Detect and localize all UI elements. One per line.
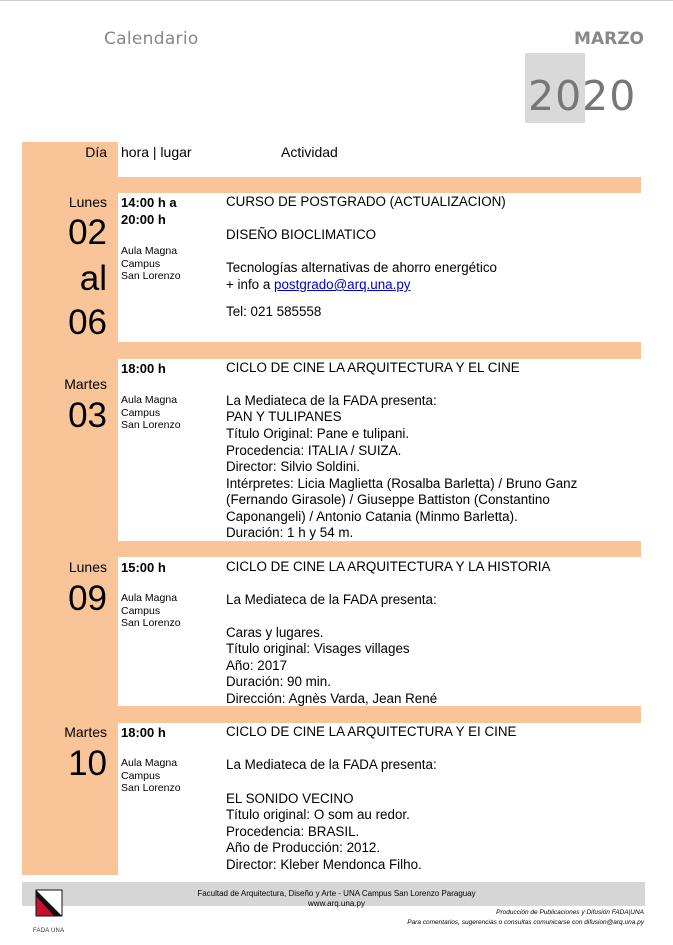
day-range-word: al bbox=[79, 259, 107, 298]
event-time: 18:00 h bbox=[121, 725, 166, 740]
event-time: 14:00 h a 20:00 h bbox=[121, 195, 177, 227]
row-separator bbox=[22, 342, 641, 359]
day-number: 09 bbox=[68, 579, 107, 618]
fada-logo-icon bbox=[34, 888, 64, 928]
month-label: MARZO bbox=[574, 29, 644, 49]
film-details: Título original: O som au redor. Procedencia: BRASIL. Año de Producción: 2012. Director: Kleber Mendonca Filho. bbox=[226, 807, 422, 872]
event-time: 18:00 h bbox=[121, 361, 166, 376]
year-label: 2020 bbox=[528, 72, 637, 120]
day-number: 06 bbox=[68, 303, 107, 342]
row-separator bbox=[22, 177, 641, 193]
event-intro: La Mediateca de la FADA presenta: bbox=[226, 393, 437, 408]
film-details: Título original: Visages villages Año: 2017 Duración: 90 min. Dirección: Agnès Varda, Jean René bbox=[226, 641, 438, 706]
film-title: Caras y lugares. bbox=[226, 625, 324, 640]
event-phone: Tel: 021 585558 bbox=[226, 304, 322, 319]
event-place: Aula Magna Campus San Lorenzo bbox=[121, 394, 181, 431]
event-description: Tecnologías alternativas de ahorro energético bbox=[226, 260, 497, 275]
info-prefix: + info a bbox=[226, 277, 275, 292]
footer-website: www.arq.una.py bbox=[308, 899, 365, 908]
day-name: Lunes bbox=[68, 194, 107, 210]
event-title: CURSO DE POSTGRADO (ACTUALIZACION) bbox=[226, 194, 506, 209]
event-title: CICLO DE CINE LA ARQUITECTURA Y EI CINE bbox=[226, 724, 517, 739]
event-place: Aula Magna Campus San Lorenzo bbox=[121, 757, 181, 794]
credit-line: Producción de Publicaciones y Difusión FADA|UNA bbox=[496, 909, 644, 916]
film-details: Título Original: Pane e tulipani. Procedencia: ITALIA / SUIZA. Director: Silvio Soldini. Intérpretes: Licia Maglietta (Rosalba Barletta) / Bruno Ganz (Fernando Girasole) / Giuseppe Battiston (Constantino Caponangeli) / Antonio Catania (Minmo Barletta). Duración: 1 h y 54 m. bbox=[226, 426, 578, 540]
calendar-label: Calendario bbox=[104, 29, 199, 49]
event-title: CICLO DE CINE LA ARQUITECTURA Y LA HISTORIA bbox=[226, 559, 551, 574]
column-header-activity: Actividad bbox=[281, 144, 338, 160]
email-link[interactable]: postgrado@arq.una.py bbox=[274, 277, 411, 292]
footer-institution: Facultad de Arquitectura, Diseño y Arte - UNA Campus San Lorenzo Paraguay bbox=[197, 889, 476, 898]
column-header-hour-place: hora | lugar bbox=[121, 144, 192, 160]
event-place: Aula Magna Campus San Lorenzo bbox=[121, 592, 181, 629]
event-info bbox=[226, 277, 621, 294]
day-number: 02 bbox=[68, 213, 107, 252]
row-separator bbox=[22, 541, 641, 557]
credit-contact: Para comentarios, sugerencias o consultas comunicarse con difusion@arq.una.py bbox=[407, 919, 644, 926]
event-subtitle: DISEÑO BIOCLIMATICO bbox=[226, 227, 377, 242]
event-time: 15:00 h bbox=[121, 560, 166, 575]
row-separator bbox=[22, 706, 641, 723]
event-intro: La Mediateca de la FADA presenta: bbox=[226, 757, 437, 772]
day-name: Martes bbox=[64, 376, 107, 392]
day-name: Lunes bbox=[68, 559, 107, 575]
column-header-day: Día bbox=[85, 144, 107, 160]
logo-label: FADA UNA bbox=[33, 928, 65, 934]
film-title: EL SONIDO VECINO bbox=[226, 791, 354, 806]
event-title: CICLO DE CINE LA ARQUITECTURA Y EL CINE bbox=[226, 360, 520, 375]
top-rule bbox=[0, 0, 673, 1]
day-number: 10 bbox=[68, 744, 107, 783]
day-number: 03 bbox=[68, 396, 107, 435]
film-title: PAN Y TULIPANES bbox=[226, 409, 342, 424]
event-place: Aula Magna Campus San Lorenzo bbox=[121, 245, 181, 282]
event-intro: La Mediateca de la FADA presenta: bbox=[226, 592, 437, 607]
day-name: Martes bbox=[64, 724, 107, 740]
